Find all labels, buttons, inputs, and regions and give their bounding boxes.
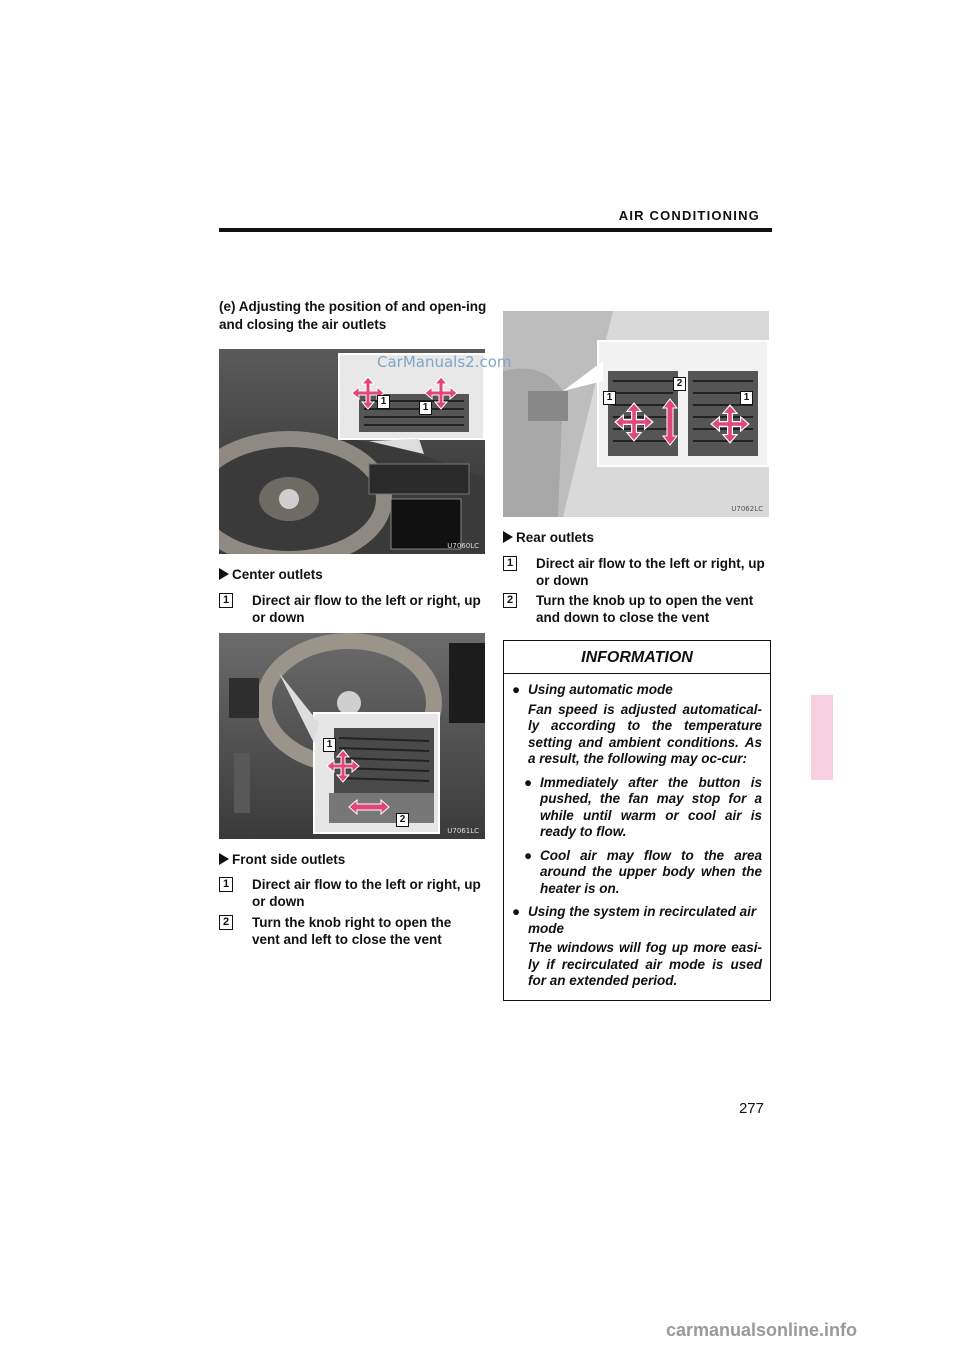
bullet-icon: ● [524,774,533,790]
rear-arrow-left-icon [614,402,654,447]
step-number: 1 [503,556,517,571]
front-side-step-1: 1 Direct air flow to the left or right, up or down [219,876,489,912]
info-item-description: The windows will fog up more easi-ly if recirculated air mode is used for an extended period. [528,940,762,988]
center-outlets-photo [219,349,485,554]
info-item-heading: ● Using the system in recirculated air mode [512,904,757,936]
rear-outlets-photo [503,311,769,517]
rear-arrow-right-icon [710,404,750,449]
rear-step-1: 1 Direct air flow to the left or right, up or down [503,555,773,591]
triangle-bullet-icon [503,531,513,543]
watermark-top: CarManuals2.com [377,353,512,371]
front-side-callout-2: 2 [396,813,409,827]
rear-callout-1b: 1 [740,391,753,405]
header-rule [219,228,772,232]
rear-callout-2: 2 [673,377,686,391]
step-number: 1 [219,593,233,608]
rear-step-2: 2 Turn the knob up to open the vent and down to close the vent [503,592,773,628]
bullet-icon: ● [524,847,533,863]
center-callout-1a: 1 [377,395,390,409]
triangle-bullet-icon [219,568,229,580]
information-title: INFORMATION [504,641,770,674]
info-item-description: Fan speed is adjusted automatical-ly according to the temperature setting and ambient conditions. As a result, the following may oc-cur: [528,701,762,766]
center-outlets-caption: Center outlets [219,567,323,582]
section-thumb-tab [811,695,833,780]
rear-image-code: U7062LC [731,505,763,513]
center-image-code: U7060LC [447,542,479,550]
front-side-image-code: U7061LC [447,827,479,835]
rear-knob-arrow-icon [661,397,679,452]
watermark-bottom: carmanualsonline.info [666,1320,858,1340]
info-item-heading: ● Using automatic mode [512,682,673,697]
bullet-icon: ● [512,904,521,919]
center-step-1: 1 Direct air flow to the left or right, up or down [219,592,489,628]
front-side-step-2: 2 Turn the knob right to open the vent and left to close the vent [219,914,489,950]
front-side-knob-arrow-icon [347,798,391,821]
front-side-outlets-photo [219,633,485,839]
information-box [503,640,771,1001]
running-header: AIR CONDITIONING [618,208,760,223]
front-side-arrow-icon [326,749,360,788]
section-heading: (e) Adjusting the position of and open-ing and closing the air outlets [219,299,487,332]
rear-callout-1a: 1 [603,391,616,405]
info-subitem: ● Immediately after the button is pushed, the fan may stop for a while until warm or cool air is ready to flow. [524,774,762,839]
front-side-outlets-caption: Front side outlets [219,852,345,867]
step-number: 2 [219,915,233,930]
front-side-callout-1: 1 [323,738,336,752]
bullet-icon: ● [512,682,521,697]
page-number: 277 [738,1100,764,1117]
triangle-bullet-icon [219,853,229,865]
step-number: 2 [503,593,517,608]
info-subitem: ● Cool air may flow to the area around the upper body when the heater is on. [524,847,762,896]
center-callout-1b: 1 [419,401,432,415]
step-number: 1 [219,877,233,892]
information-body [504,674,770,990]
rear-outlets-caption: Rear outlets [503,530,594,545]
